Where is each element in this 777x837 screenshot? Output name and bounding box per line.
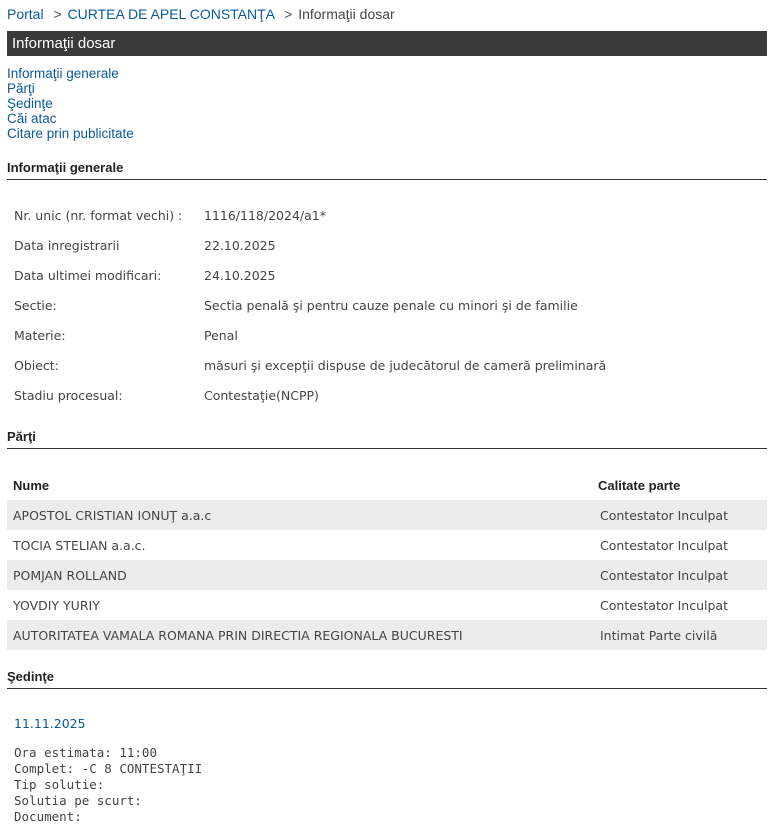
info-value: 24.10.2025 [204, 267, 276, 283]
hearing-time: Ora estimata: 11:00 [14, 745, 157, 760]
table-of-contents [7, 66, 134, 141]
table-row [7, 620, 767, 650]
column-header-nume: Nume [13, 477, 50, 493]
toc-link-informatii-generale[interactable]: Informaţii generale [7, 66, 119, 81]
info-row-obiect [14, 350, 606, 380]
parti-table [7, 470, 767, 650]
party-name: YOVDIY YURIY [13, 597, 100, 613]
hearing-document: Document: [14, 809, 82, 824]
party-role: Contestator Inculpat [600, 597, 728, 613]
table-row [7, 590, 767, 620]
party-name: AUTORITATEA VAMALA ROMANA PRIN DIRECTIA REGIONALA BUCURESTI [13, 627, 463, 643]
party-role: Contestator Inculpat [600, 507, 728, 523]
info-row-nr-unic [14, 200, 606, 230]
info-label: Materie: [14, 327, 66, 343]
info-value: măsuri şi excepţii dispuse de judecătorul de cameră preliminară [204, 357, 607, 373]
info-row-materie [14, 320, 606, 350]
info-row-sectie [14, 290, 606, 320]
info-label: Obiect: [14, 357, 59, 373]
party-name: APOSTOL CRISTIAN IONUŢ a.a.c [13, 507, 212, 523]
info-value: Sectia penală şi pentru cauze penale cu minori şi de familie [204, 297, 578, 313]
party-role: Contestator Inculpat [600, 567, 728, 583]
section-title-informatii-generale: Informaţii generale [7, 160, 767, 180]
table-header-row [7, 470, 767, 500]
hearing-panel: Complet: -C 8 CONTESTAŢII [14, 761, 203, 776]
info-label: Nr. unic (nr. format vechi) : [14, 207, 183, 223]
info-label: Data inregistrarii [14, 237, 120, 253]
breadcrumb-current: Informaţii dosar [298, 6, 395, 22]
hearing-date: 11.11.2025 [14, 716, 86, 731]
info-value: 22.10.2025 [204, 237, 276, 253]
column-header-calitate: Calitate parte [598, 477, 681, 493]
info-label: Sectie: [14, 297, 57, 313]
section-title-sedinte: Şedinţe [7, 669, 767, 689]
party-name: POMJAN ROLLAND [13, 567, 127, 583]
breadcrumb-portal-link[interactable]: Portal [7, 6, 44, 22]
info-row-data-inregistrarii [14, 230, 606, 260]
toc-link-sedinte[interactable]: Şedinţe [7, 96, 53, 111]
breadcrumb-separator: > [284, 6, 293, 22]
party-role: Intimat Parte civilă [600, 627, 718, 643]
info-value: Penal [204, 327, 238, 343]
hearing-solution-summary: Solutia pe scurt: [14, 793, 142, 808]
party-role: Contestator Inculpat [600, 537, 728, 553]
toc-link-parti[interactable]: Părţi [7, 81, 35, 96]
breadcrumb [7, 6, 395, 22]
info-label: Stadiu procesual: [14, 387, 123, 403]
breadcrumb-separator: > [53, 6, 62, 22]
page-title: Informaţii dosar [7, 31, 767, 56]
general-info-table [14, 200, 606, 410]
table-row [7, 500, 767, 530]
table-row [7, 560, 767, 590]
breadcrumb-court-link[interactable]: CURTEA DE APEL CONSTANŢA [67, 6, 275, 22]
table-row [7, 530, 767, 560]
toc-link-citare-publicitate[interactable]: Citare prin publicitate [7, 126, 134, 141]
party-name: TOCIA STELIAN a.a.c. [13, 537, 146, 553]
hearing-details [14, 716, 202, 825]
info-value: 1116/118/2024/a1* [204, 207, 326, 223]
section-title-parti: Părţi [7, 429, 767, 449]
info-row-data-modificari [14, 260, 606, 290]
info-value: Contestaţie(NCPP) [204, 387, 319, 403]
hearing-solution-type: Tip solutie: [14, 777, 105, 792]
info-label: Data ultimei modificari: [14, 267, 162, 283]
info-row-stadiu [14, 380, 606, 410]
toc-link-cai-atac[interactable]: Căi atac [7, 111, 57, 126]
